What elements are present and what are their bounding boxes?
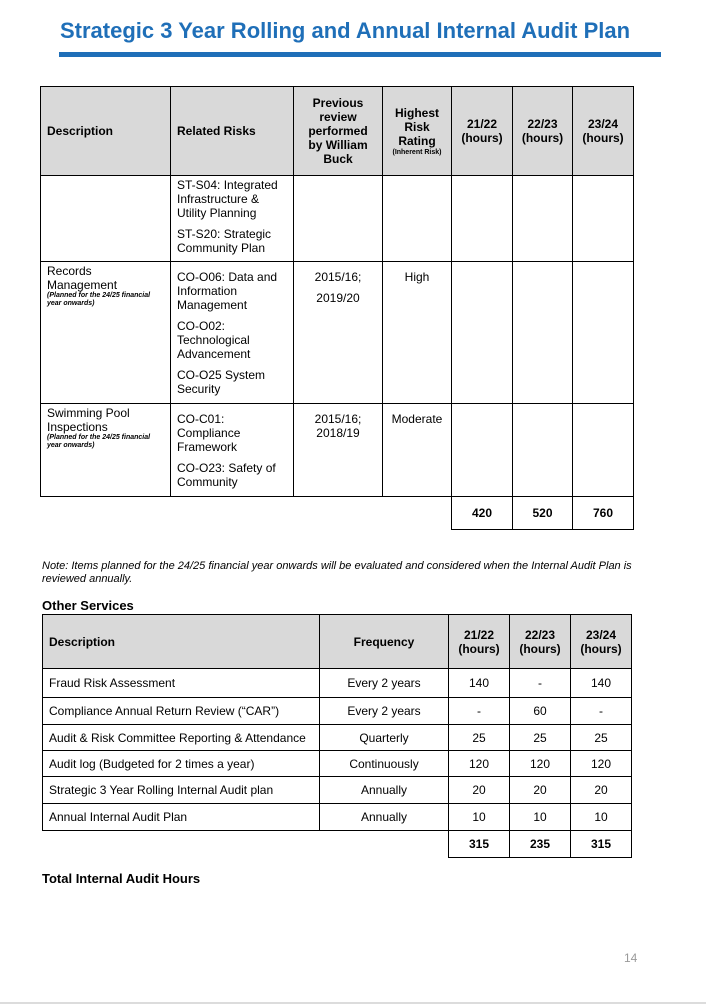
row-risk-rating: Moderate [383,404,452,497]
service-frequency: Quarterly [320,725,449,751]
service-year-1: 20 [449,777,510,804]
service-frequency: Every 2 years [320,698,449,725]
service-year-1: 140 [449,669,510,698]
service-year-3: 10 [571,804,632,831]
row-year-2 [513,404,573,497]
service-frequency: Annually [320,804,449,831]
service-year-3: 25 [571,725,632,751]
row-year-2 [513,176,573,262]
row-description [41,262,171,404]
service-description: Fraud Risk Assessment [43,669,320,698]
service-description: Strategic 3 Year Rolling Internal Audit plan [43,777,320,804]
service-year-1: 25 [449,725,510,751]
row-year-1 [452,404,513,497]
header-related-risks: Related Risks [171,87,294,176]
total-year-2: 235 [510,831,571,858]
service-year-3: 140 [571,669,632,698]
row-description [41,404,171,497]
total-internal-audit-hours-heading: Total Internal Audit Hours [42,871,201,886]
table-row [43,804,632,831]
total-year-1: 315 [449,831,510,858]
header-year-3: 23/24 (hours) [573,87,634,176]
header-description: Description [41,87,171,176]
header-risk-rating [383,87,452,176]
service-year-2: 10 [510,804,571,831]
header-year-2: 22/23 (hours) [510,615,571,669]
service-year-1: 120 [449,751,510,777]
row-description-note: (Planned for the 24/25 financial year onwards) [47,292,151,307]
other-services-heading: Other Services [42,598,134,613]
total-year-3: 315 [571,831,632,858]
row-related-risks [171,404,294,497]
total-spacer [294,497,383,530]
header-risk-rating-note: (Inherent Risk) [392,148,442,156]
row-description-note: (Planned for the 24/25 financial year onwards) [47,434,151,449]
service-year-2: 60 [510,698,571,725]
service-year-1: 10 [449,804,510,831]
page-title: Strategic 3 Year Rolling and Annual Internal Audit Plan [60,18,631,43]
other-services-header-row [43,615,632,669]
row-description [41,176,171,262]
header-year-3: 23/24 (hours) [571,615,632,669]
service-year-2: 25 [510,725,571,751]
row-description-text: Swimming Pool Inspections [47,406,130,434]
row-year-1 [452,262,513,404]
row-previous-review [294,262,383,404]
service-description: Annual Internal Audit Plan [43,804,320,831]
service-year-3: - [571,698,632,725]
service-frequency: Every 2 years [320,669,449,698]
risk-item: CO-O02: Technological Advancement [177,319,251,361]
total-spacer [383,497,452,530]
header-year-2: 22/23 (hours) [513,87,573,176]
row-year-3 [573,176,634,262]
review-item: 2015/16; [314,270,362,284]
footnote: Note: Items planned for the 24/25 financial year onwards will be evaluated and considered when the Internal Audit Plan is reviewed annually. [42,560,632,585]
risk-item: ST-S20: Strategic Community Plan [177,227,272,255]
table-row [41,176,634,262]
service-year-3: 120 [571,751,632,777]
audit-plan-header-row [41,87,634,176]
audit-plan-total-row [41,497,634,530]
service-year-2: 20 [510,777,571,804]
row-related-risks [171,176,294,262]
row-year-3 [573,262,634,404]
total-spacer [320,831,449,858]
total-spacer [43,831,320,858]
row-risk-rating [383,176,452,262]
table-row [43,751,632,777]
table-row [43,698,632,725]
table-row [43,725,632,751]
review-item: 2015/16; 2018/19 [314,412,362,440]
table-row [41,262,634,404]
risk-item: CO-O25 System Security [177,368,266,396]
service-year-2: 120 [510,751,571,777]
risk-item: CO-O23: Safety of Community [177,461,276,489]
header-year-1: 21/22 (hours) [449,615,510,669]
header-risk-rating-label: Highest Risk Rating [394,105,439,148]
header-frequency: Frequency [320,615,449,669]
service-description: Compliance Annual Return Review (“CAR”) [43,698,320,725]
header-year-1: 21/22 (hours) [452,87,513,176]
page-number: 14 [624,951,638,965]
risk-item: CO-O06: Data and Information Management [177,270,278,312]
total-spacer [41,497,171,530]
total-year-1: 420 [452,497,513,530]
service-year-3: 20 [571,777,632,804]
header-previous-review: Previous review performed by William Buck [294,87,383,176]
row-related-risks [171,262,294,404]
other-services-total-row [43,831,632,858]
row-previous-review [294,404,383,497]
risk-item: ST-S04: Integrated Infrastructure & Utility Planning [177,178,278,220]
total-spacer [171,497,294,530]
row-risk-rating: High [383,262,452,404]
service-frequency: Continuously [320,751,449,777]
review-item: 2019/20 [316,291,360,305]
table-row [41,404,634,497]
row-year-1 [452,176,513,262]
row-year-3 [573,404,634,497]
table-row [43,777,632,804]
bottom-rule [0,1002,706,1004]
risk-item: CO-C01: Compliance Framework [177,412,241,454]
row-year-2 [513,262,573,404]
row-previous-review [294,176,383,262]
other-services-table [42,614,632,858]
service-frequency: Annually [320,777,449,804]
row-description-text: Records Management [47,264,118,292]
total-year-3: 760 [573,497,634,530]
service-description: Audit log (Budgeted for 2 times a year) [43,751,320,777]
header-description: Description [43,615,320,669]
service-year-2: - [510,669,571,698]
audit-plan-table [40,86,634,530]
title-rule [59,52,661,57]
total-year-2: 520 [513,497,573,530]
table-row [43,669,632,698]
service-description: Audit & Risk Committee Reporting & Attendance [43,725,320,751]
service-year-1: - [449,698,510,725]
